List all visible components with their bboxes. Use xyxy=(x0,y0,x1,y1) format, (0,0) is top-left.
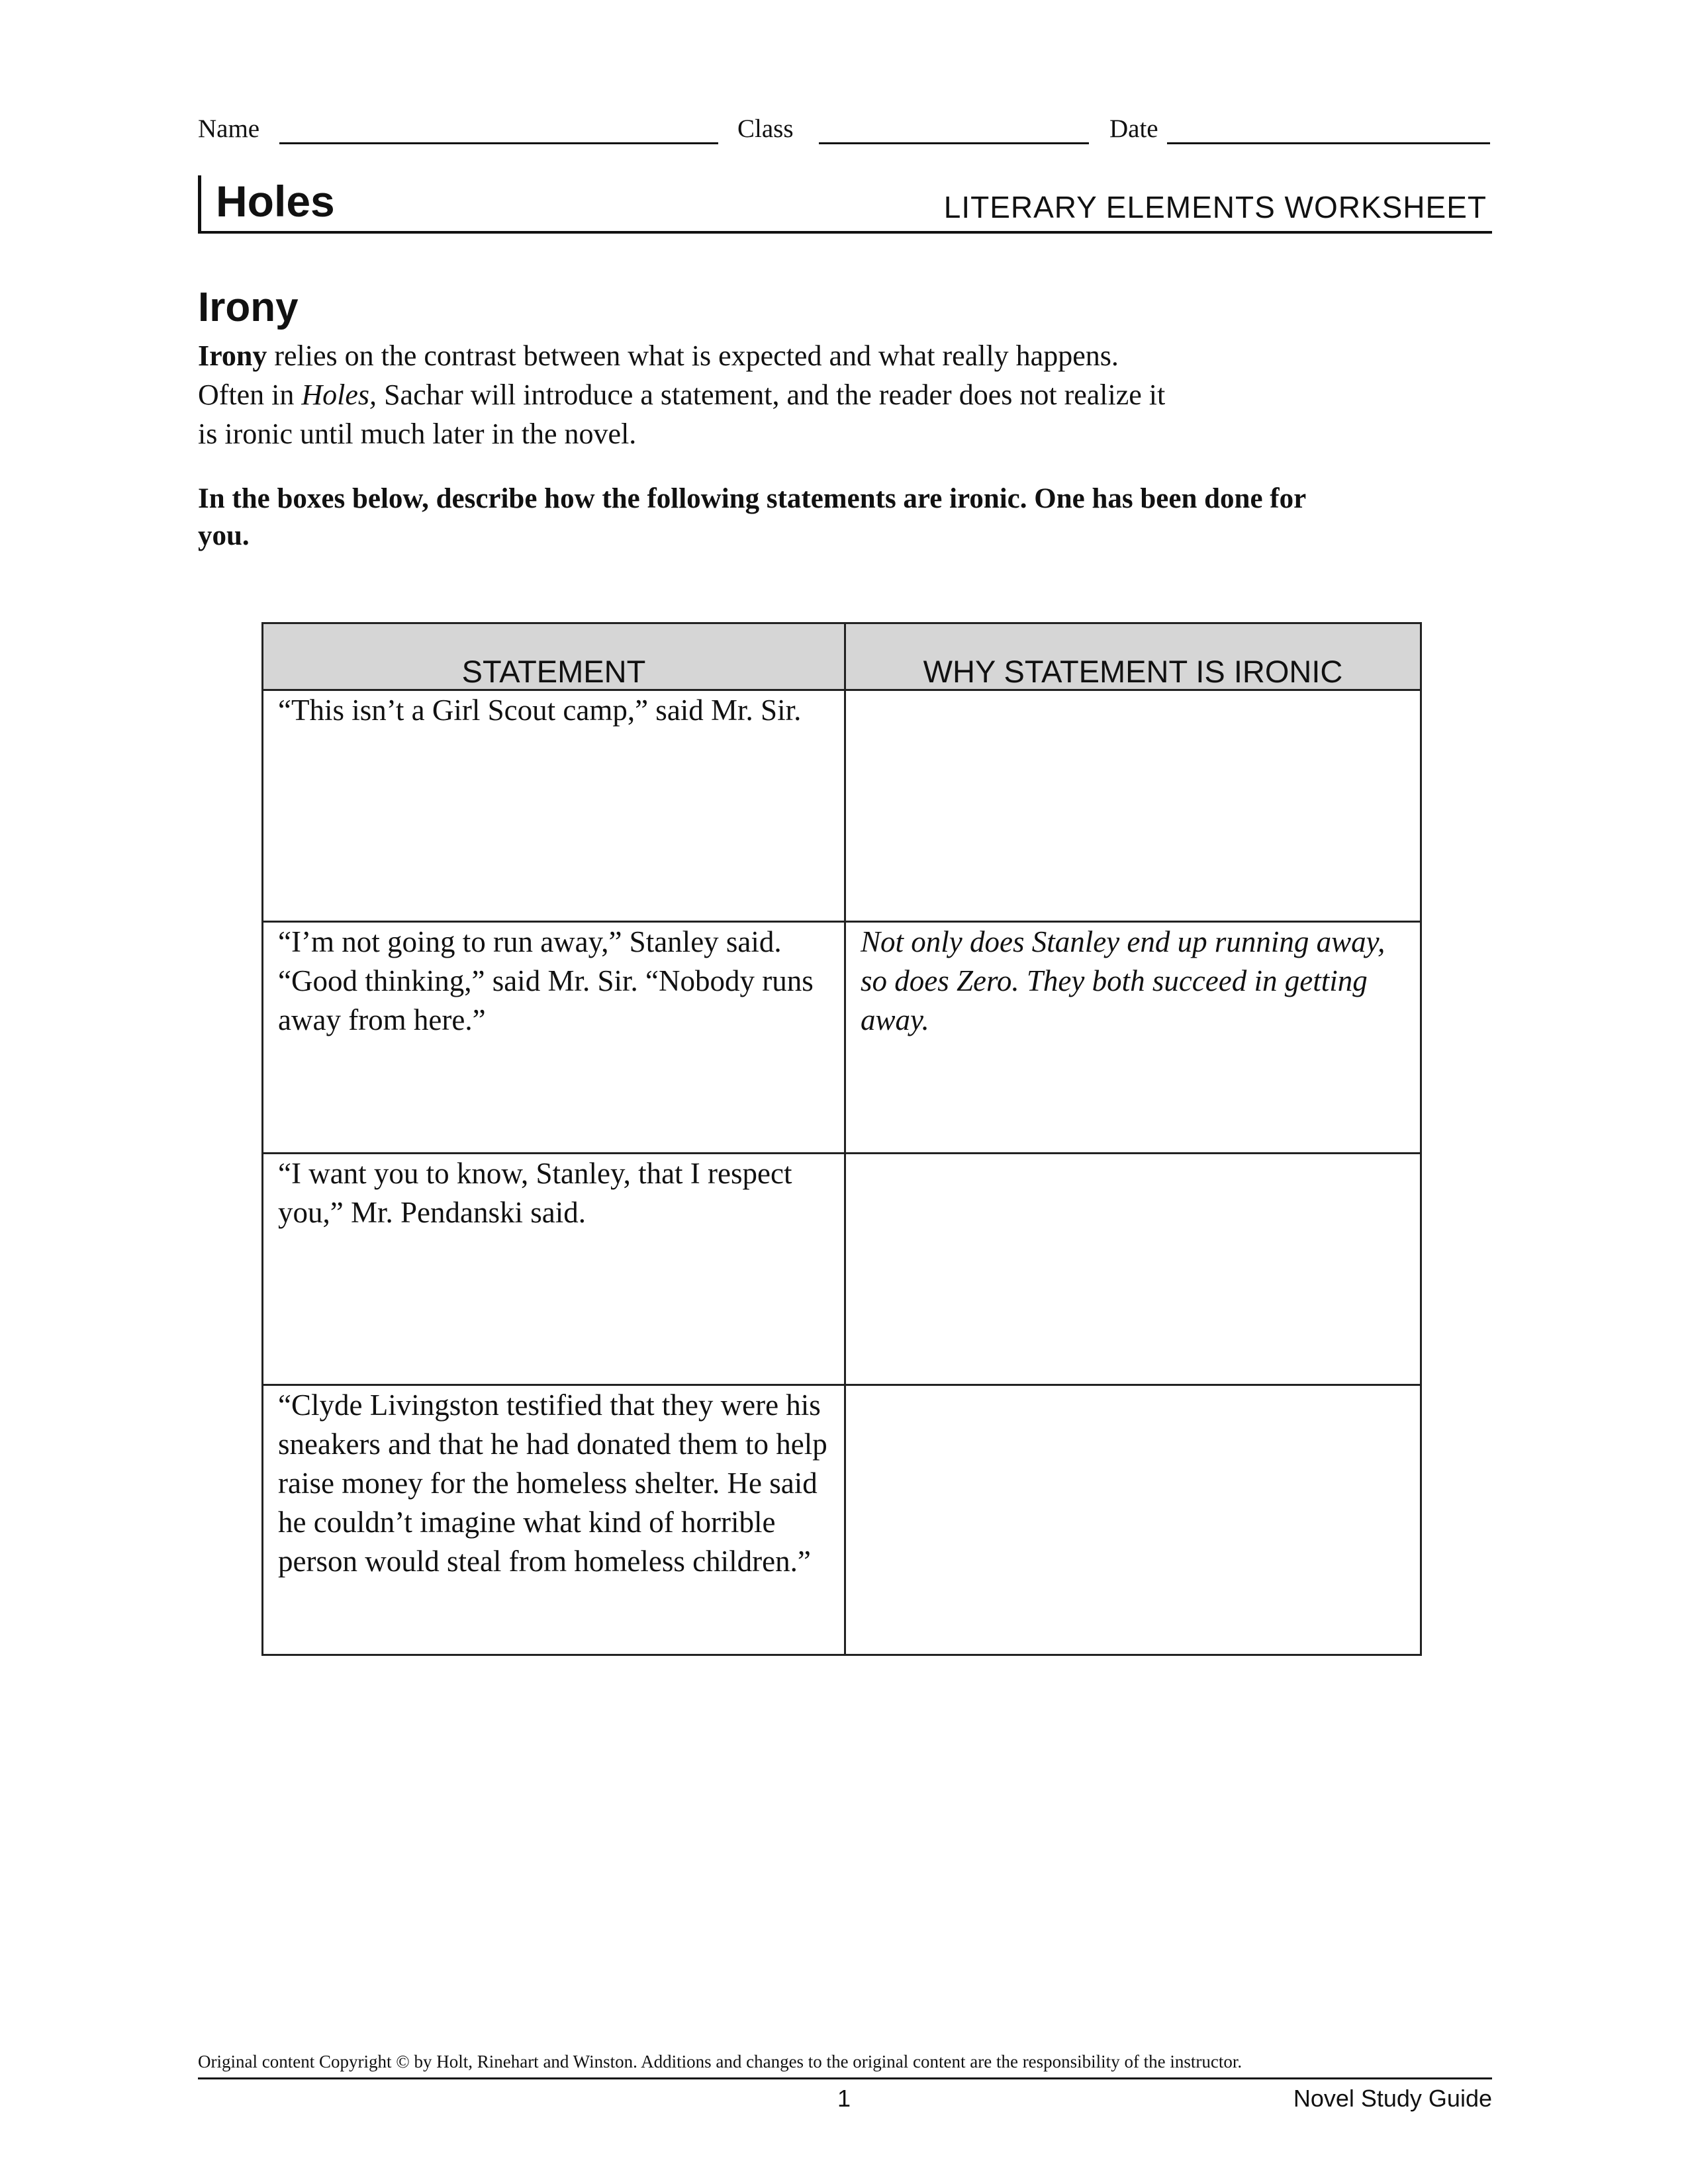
worksheet-type: LITERARY ELEMENTS WORKSHEET xyxy=(943,190,1487,224)
answer-cell[interactable] xyxy=(845,1385,1421,1655)
answer-cell[interactable]: Not only does Stanley end up running away, so does Zero. They both succeed in getting away. xyxy=(845,922,1421,1154)
guide-label: Novel Study Guide xyxy=(1293,2085,1492,2112)
date-blank[interactable] xyxy=(1167,142,1490,144)
header-why-ironic: WHY STATEMENT IS IRONIC xyxy=(845,623,1421,690)
footer-divider xyxy=(198,2077,1492,2079)
irony-table xyxy=(261,622,1420,1656)
class-label: Class xyxy=(737,114,794,143)
student-info-line xyxy=(198,109,1492,149)
page-number: 1 xyxy=(837,2085,851,2112)
statement-cell: “Clyde Livingston testified that they were his sneakers and that he had donated them to help raise money for the homeless shelter. He said he couldn’t imagine what kind of horrible person would steal from homeless children.” xyxy=(263,1385,845,1655)
section-title: Irony xyxy=(198,285,299,330)
instruction-text: In the boxes below, describe how the following statements are ironic. One has been done for you. xyxy=(198,483,1306,551)
table-row xyxy=(263,1154,1421,1385)
statement-cell: “I want you to know, Stanley, that I respect you,” Mr. Pendanski said. xyxy=(263,1154,845,1385)
header-statement: STATEMENT xyxy=(263,623,845,690)
class-blank[interactable] xyxy=(819,142,1089,144)
table-row xyxy=(263,922,1421,1154)
statement-cell: “I’m not going to run away,” Stanley said. “Good thinking,” said Mr. Sir. “Nobody runs away from here.” xyxy=(263,922,845,1154)
intro-paragraph: Irony relies on the contrast between what is expected and what really happens. Often in Holes, Sachar will introduce a statement, and the reader does not realize it is ironic until much later in the novel. xyxy=(198,340,1166,450)
name-label: Name xyxy=(198,114,260,143)
name-blank[interactable] xyxy=(279,142,718,144)
answer-cell[interactable] xyxy=(845,1154,1421,1385)
table-row xyxy=(263,690,1421,922)
copyright-notice: Original content Copyright © by Holt, Rinehart and Winston. Additions and changes to the original content are the responsibility of the instructor. xyxy=(198,2052,1243,2071)
statement-cell: “This isn’t a Girl Scout camp,” said Mr. Sir. xyxy=(263,690,845,922)
title-bar xyxy=(198,175,1492,234)
intro-book-title: Holes, xyxy=(301,379,377,411)
answer-cell[interactable] xyxy=(845,690,1421,922)
date-label: Date xyxy=(1109,114,1158,143)
intro-term: Irony xyxy=(198,340,267,372)
table-header-row xyxy=(263,623,1421,690)
book-title: Holes xyxy=(216,177,335,226)
table-row xyxy=(263,1385,1421,1655)
